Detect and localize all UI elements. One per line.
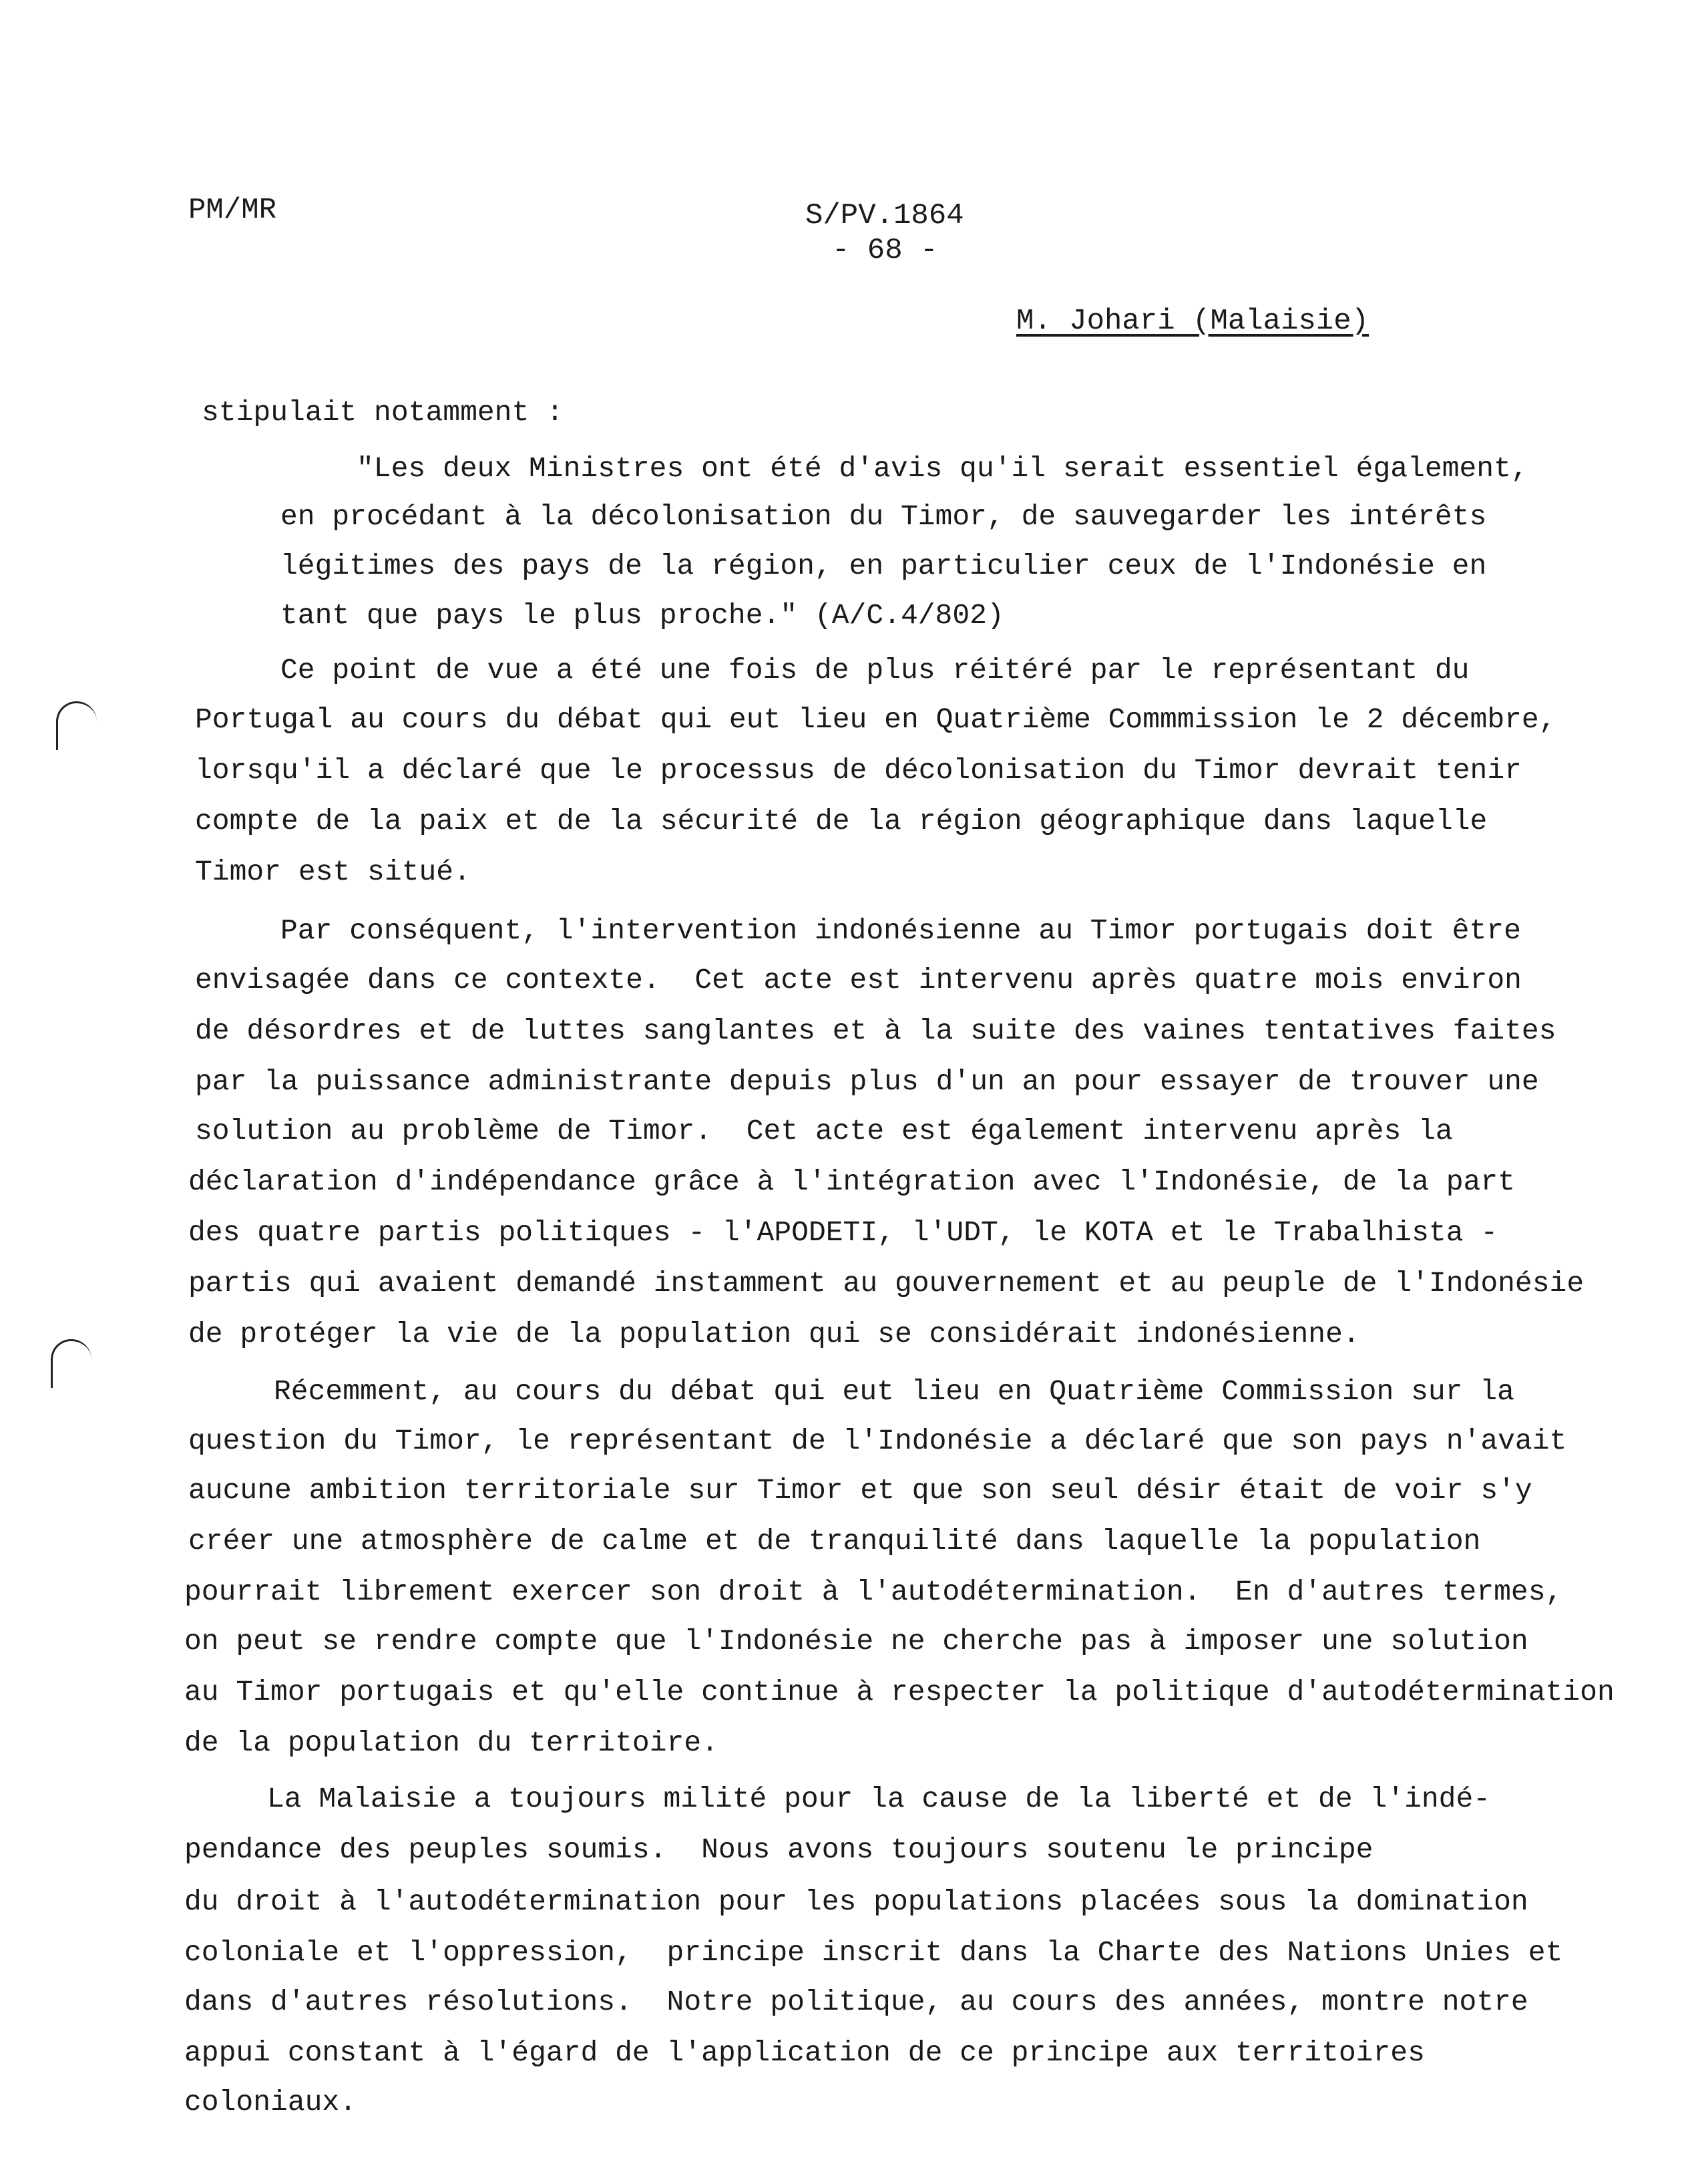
text-line: du droit à l'autodétermination pour les populations placées sous la domination [184, 1885, 1528, 1918]
text-line: de la population du territoire. [184, 1726, 718, 1759]
text-line: on peut se rendre compte que l'Indonésie ne cherche pas à imposer une solution [184, 1625, 1528, 1658]
quote-line: légitimes des pays de la région, en particulier ceux de l'Indonésie en [280, 550, 1487, 582]
text-line: question du Timor, le représentant de l'Indonésie a déclaré que son pays n'avait [188, 1425, 1567, 1457]
text-line: stipulait notamment : [202, 396, 564, 429]
text-line: de désordres et de luttes sanglantes et à la suite des vaines tentatives faites [195, 1015, 1556, 1047]
text-line: solution au problème de Timor. Cet acte est également intervenu après la [195, 1115, 1453, 1147]
text-line: La Malaisie a toujours milité pour la cause de la liberté et de l'indé- [267, 1783, 1491, 1815]
text-line: Portugal au cours du débat qui eut lieu en Quatrième Commmission le 2 décembre, [195, 703, 1556, 736]
text-line: coloniale et l'oppression, principe inscrit dans la Charte des Nations Unies et [184, 1936, 1563, 1969]
document-symbol: S/PV.1864 [805, 199, 964, 232]
text-line: Récemment, au cours du débat qui eut lieu en Quatrième Commission sur la [274, 1375, 1514, 1408]
text-line: Timor est situé. [195, 856, 471, 888]
text-line: par la puissance administrante depuis plus d'un an pour essayer de trouver une [195, 1065, 1539, 1098]
quote-line: tant que pays le plus proche." (A/C.4/802) [280, 599, 1004, 632]
text-line: compte de la paix et de la sécurité de la région géographique dans laquelle [195, 805, 1488, 838]
text-line: lorsqu'il a déclaré que le processus de décolonisation du Timor devrait tenir [195, 754, 1522, 787]
text-line: pourrait librement exercer son droit à l'autodétermination. En d'autres termes, [184, 1576, 1563, 1608]
text-line: des quatre partis politiques - l'APODETI, l'UDT, le KOTA et le Trabalhista - [188, 1216, 1498, 1249]
text-line: de protéger la vie de la population qui se considérait indonésienne. [188, 1318, 1360, 1350]
text-line: déclaration d'indépendance grâce à l'intégration avec l'Indonésie, de la part [188, 1165, 1515, 1198]
quote-line: "Les deux Ministres ont été d'avis qu'il serait essentiel également, [357, 452, 1528, 485]
text-line: dans d'autres résolutions. Notre politique, au cours des années, montre notre [184, 1986, 1528, 2018]
page-number: - 68 - [832, 234, 938, 267]
initials: PM/MR [188, 194, 277, 227]
speaker-heading: M. Johari (Malaisie) [1016, 305, 1369, 338]
quote-line: en procédant à la décolonisation du Timor, de sauvegarder les intérêts [280, 500, 1487, 533]
text-line: partis qui avaient demandé instamment au gouvernement et au peuple de l'Indonésie [188, 1267, 1585, 1300]
text-line: pendance des peuples soumis. Nous avons toujours soutenu le principe [184, 1833, 1374, 1866]
text-line: envisagée dans ce contexte. Cet acte est intervenu après quatre mois environ [195, 964, 1522, 996]
text-line: Par conséquent, l'intervention indonésienne au Timor portugais doit être [280, 914, 1521, 947]
text-line: coloniaux. [184, 2086, 357, 2119]
text-line: au Timor portugais et qu'elle continue à respecter la politique d'autodétermination [184, 1676, 1615, 1708]
text-line: aucune ambition territoriale sur Timor et que son seul désir était de voir s'y [188, 1474, 1532, 1507]
text-line: créer une atmosphère de calme et de tranquilité dans laquelle la population [188, 1525, 1481, 1558]
text-line: appui constant à l'égard de l'application de ce principe aux territoires [184, 2036, 1425, 2069]
text-line: Ce point de vue a été une fois de plus réitéré par le représentant du [280, 654, 1470, 687]
